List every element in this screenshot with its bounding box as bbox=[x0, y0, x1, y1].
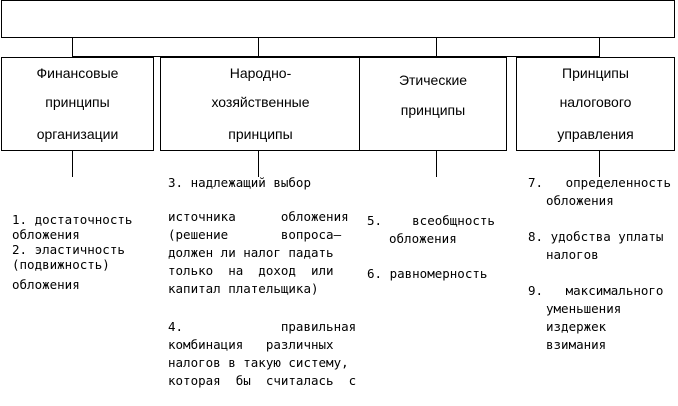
list-item: (подвижность) bbox=[12, 257, 110, 272]
list-item: обложения bbox=[389, 231, 457, 246]
management-item-9 bbox=[528, 282, 673, 354]
list-item: налогов в такую систему, bbox=[168, 355, 349, 370]
list-item: 5. всеобщность bbox=[367, 213, 495, 228]
category-title-finance-3: организации bbox=[36, 126, 119, 142]
top-box bbox=[1, 0, 675, 38]
ethical-item-6: 6. равномерность bbox=[367, 266, 488, 281]
economic-item-4 bbox=[168, 318, 360, 390]
list-item: 7. определенность bbox=[528, 175, 671, 190]
category-title-economic-2: хозяйственные bbox=[211, 94, 310, 110]
list-item: (решение вопроса– bbox=[168, 227, 342, 242]
list-item: обложения bbox=[12, 227, 80, 242]
category-title-finance-1: Финансовые bbox=[36, 65, 119, 81]
category-title-management-3: управления bbox=[557, 126, 634, 142]
category-title-economic-1: Народно- bbox=[229, 65, 292, 81]
drop-line-3 bbox=[436, 38, 437, 58]
category-title-ethical-2: принципы bbox=[400, 102, 466, 118]
economic-item-3-head: 3. надлежащий выбор bbox=[168, 175, 311, 190]
list-item: источника обложения bbox=[168, 209, 349, 224]
list-item: которая бы считалась с bbox=[168, 373, 357, 388]
category-box-finance bbox=[1, 57, 154, 151]
category-box-economic bbox=[160, 57, 361, 151]
list-item: только на доход или bbox=[168, 263, 334, 278]
down-line-ethical bbox=[436, 151, 437, 177]
down-line-finance bbox=[72, 151, 73, 177]
category-title-ethical-1: Этические bbox=[398, 72, 468, 88]
list-item: взимания bbox=[546, 337, 607, 352]
list-item: комбинация различных bbox=[168, 337, 334, 352]
management-item-7 bbox=[528, 174, 673, 210]
list-item: 9. максимального bbox=[528, 283, 664, 298]
drop-line-1 bbox=[72, 38, 73, 58]
list-item: налогов bbox=[546, 247, 599, 262]
list-item: капитал плательщика) bbox=[168, 281, 319, 296]
category-title-management-2: налогового bbox=[559, 94, 632, 110]
list-item: издержек bbox=[546, 319, 607, 334]
ethical-item-5 bbox=[367, 212, 507, 248]
list-item: 1. достаточность bbox=[12, 212, 133, 227]
management-item-8 bbox=[528, 228, 673, 264]
list-item: должен ли налог падать bbox=[168, 245, 334, 260]
category-title-management-1: Принципы bbox=[562, 65, 629, 81]
finance-list bbox=[12, 212, 152, 292]
economic-item-3 bbox=[168, 208, 360, 298]
list-item: обложения bbox=[546, 193, 614, 208]
category-title-finance-2: принципы bbox=[45, 94, 110, 110]
list-item: 2. эластичность bbox=[12, 242, 125, 257]
list-item: 4. правильная bbox=[168, 319, 357, 334]
list-item: обложения bbox=[12, 277, 80, 292]
category-box-management bbox=[516, 57, 675, 151]
category-title-economic-3: принципы bbox=[228, 126, 293, 142]
drop-line-2 bbox=[258, 38, 259, 58]
list-item: уменьшения bbox=[546, 301, 622, 316]
list-item: 8. удобства уплаты bbox=[528, 229, 664, 244]
drop-line-4 bbox=[599, 38, 600, 58]
category-box-ethical bbox=[359, 57, 507, 151]
